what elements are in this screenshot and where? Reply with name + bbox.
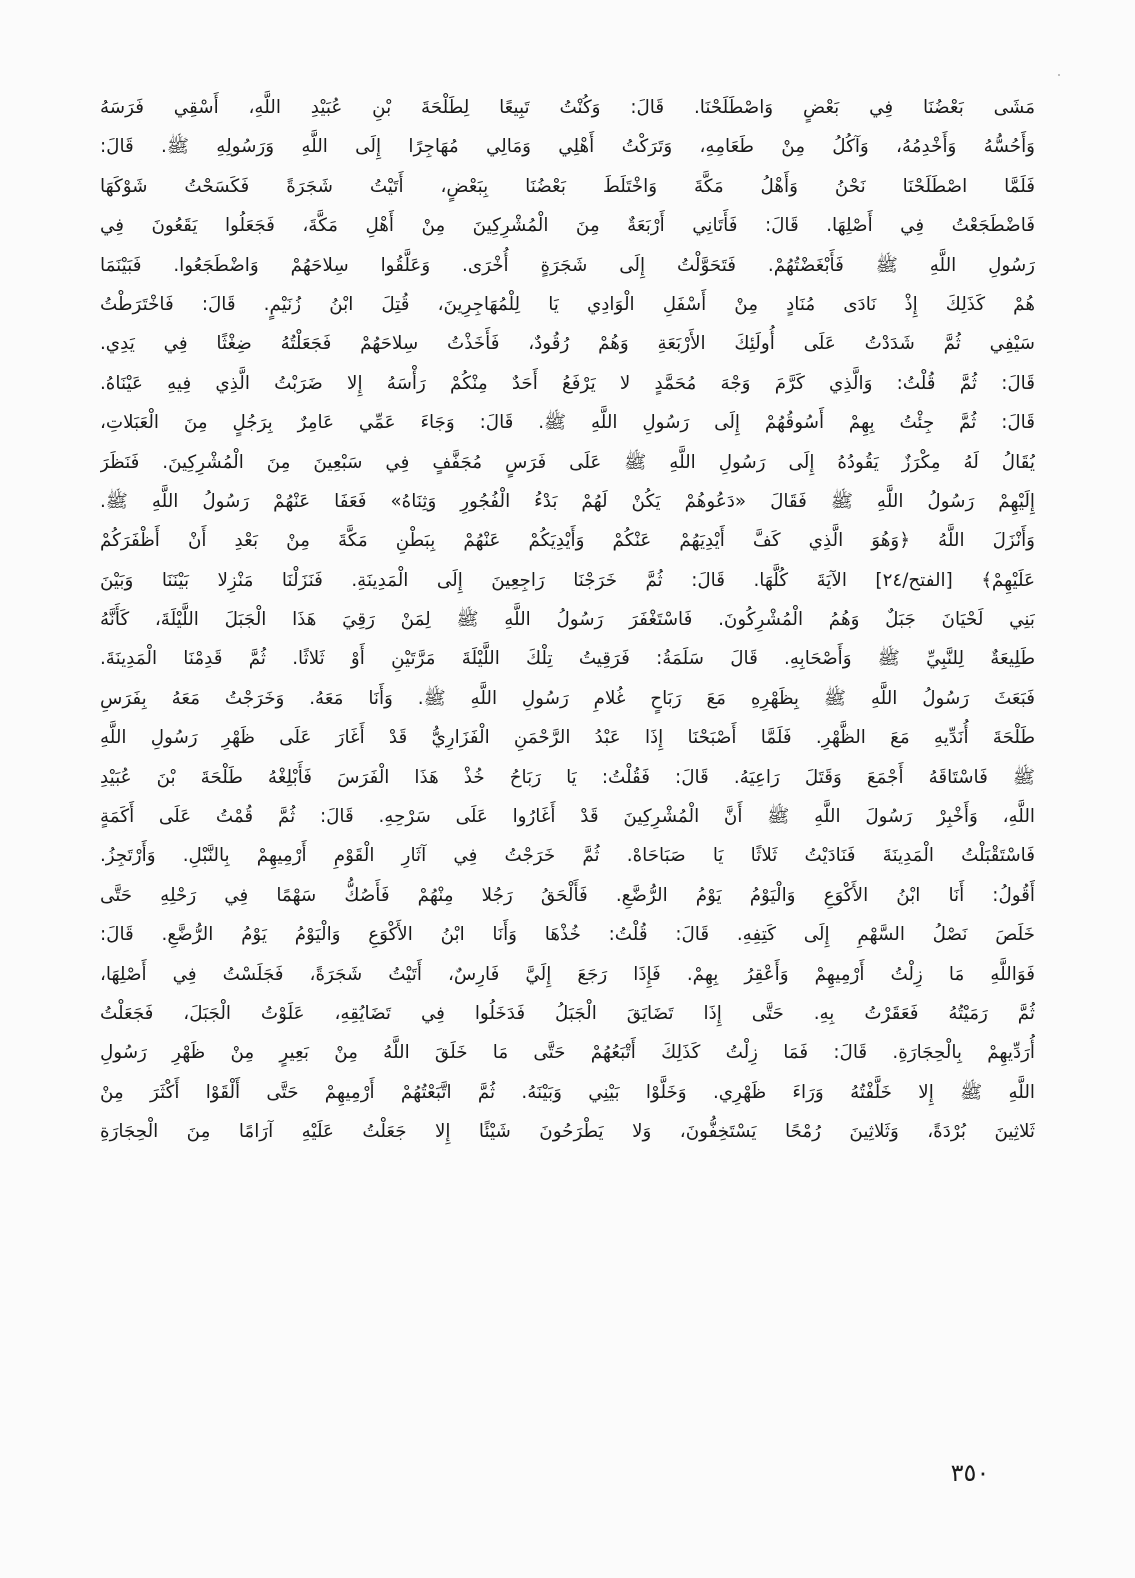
body-text [100, 88, 1035, 1152]
text-line: إِلَيْهِمْ رَسُولُ اللَّهِ ﷺ فَقَالَ «دَعُوهُمْ يَكُنْ لَهُمْ بَدْءُ الْفُجُورِ وَثِنَاهُ» فَعَفَا عَنْهُمْ رَسُولُ اللَّهِ ﷺ. [100, 490, 1035, 512]
text-line: اللَّهِ ﷺ إِلا خَلَّفْتُهُ وَرَاءَ ظَهْرِي. وَخَلَّوْا بَيْنِي وَبَيْنَهُ. ثُمَّ اتَّبَعْتُهُمْ أَرْمِيهِمْ حَتَّى أَلْقَوْا أَكْثَرَ مِنْ [100, 1081, 1035, 1103]
page-number: ٣٥٠ [950, 1459, 990, 1487]
text-line: وَأَحُسُّهُ وَأَخْدِمُهُ، وَآكُلُ مِنْ طَعَامِهِ، وَتَرَكْتُ أَهْلِي وَمَالِي مُهَاجِرًا إِلَى اللَّهِ وَرَسُولِهِ ﷺ. قَالَ: [100, 136, 1035, 158]
text-line: فَوَاللَّهِ مَا زِلْتُ أَرْمِيهِمْ وَأَعْقِرُ بِهِمْ. فَإِذَا رَجَعَ إِلَيَّ فَارِسٌ، أَتَيْتُ شَجَرَةً، فَجَلَسْتُ فِي أَصْلِهَا، [100, 963, 1035, 985]
text-line: سَيْفِي ثُمَّ شَدَدْتُ عَلَى أُولَئِكَ الأَرْبَعَةِ وَهُمْ رُقُودٌ، فَأَخَذْتُ سِلاحَهُمْ فَجَعَلْتُهُ ضِغْثًا فِي يَدِي. [100, 333, 1035, 355]
text-line: طَلِيعَةٌ لِلنَّبِيِّ ﷺ وَأَصْحَابِهِ. قَالَ سَلَمَةُ: فَرَقِيتُ تِلْكَ اللَّيْلَةَ مَرَّتَيْنِ أَوْ ثَلاثًا. ثُمَّ قَدِمْنَا الْمَدِينَةَ. [100, 648, 1035, 670]
text-line: ثَلاثِينَ بُرْدَةً، وَثَلاثِينَ رُمْحًا يَسْتَخِفُّونَ، وَلا يَطْرَحُونَ شَيْئًا إِلا جَعَلْتُ عَلَيْهِ آرَامًا مِنَ الْحِجَارَةِ [100, 1121, 1035, 1143]
scan-speck [1058, 74, 1060, 76]
text-line: فَاضْطَجَعْتُ فِي أَصْلِهَا. قَالَ: فَأَتَانِي أَرْبَعَةٌ مِنَ الْمُشْرِكِينَ مِنْ أَهْلِ مَكَّةَ، فَجَعَلُوا يَقَعُونَ فِي [100, 215, 1035, 237]
text-line: بَنِي لَحْيَانَ جَبَلٌ وَهُمُ الْمُشْرِكُونَ. فَاسْتَغْفَرَ رَسُولُ اللَّهِ ﷺ لِمَنْ رَقِيَ هَذَا الْجَبَلَ اللَّيْلَةَ، كَأَنَّهُ [100, 609, 1035, 631]
text-line: فَبَعَثَ رَسُولُ اللَّهِ ﷺ بِظَهْرِهِ مَعَ رَبَاحٍ غُلامِ رَسُولِ اللَّهِ ﷺ. وَأَنَا مَعَهُ. وَخَرَجْتُ مَعَهُ بِفَرَسِ [100, 687, 1035, 709]
text-line: اللَّهِ، وَأَخْبِرْ رَسُولَ اللَّهِ ﷺ أَنَّ الْمُشْرِكِينَ قَدْ أَغَارُوا عَلَى سَرْحِهِ. قَالَ: ثُمَّ قُمْتُ عَلَى أَكَمَةٍ [100, 806, 1035, 828]
text-line: أَقُولُ: أَنَا ابْنُ الأَكْوَعِ وَالْيَوْمُ يَوْمُ الرُّضَّعِ. فَأَلْحَقُ رَجُلا مِنْهُمْ فَأَصُكُّ سَهْمًا فِي رَحْلِهِ حَتَّى [100, 884, 1035, 906]
text-line: يُقَالُ لَهُ مِكْرَزٌ يَقُودُهُ إِلَى رَسُولِ اللَّهِ ﷺ عَلَى فَرَسٍ مُجَفَّفٍ فِي سَبْعِينَ مِنَ الْمُشْرِكِينَ. فَنَظَرَ [100, 451, 1035, 473]
text-line: قَالَ: ثُمَّ قُلْتُ: وَالَّذِي كَرَّمَ وَجْهَ مُحَمَّدٍ لا يَرْفَعُ أَحَدٌ مِنْكُمْ رَأْسَهُ إِلا ضَرَبْتُ الَّذِي فِيهِ عَيْنَاهُ. [100, 372, 1035, 394]
text-line: أُرَدِّيهِمْ بِالْحِجَارَةِ. قَالَ: فَمَا زِلْتُ كَذَلِكَ أَتْبَعُهُمْ حَتَّى مَا خَلَقَ اللَّهُ مِنْ بَعِيرٍ مِنْ ظَهْرِ رَسُولِ [100, 1042, 1035, 1064]
text-line: عَلَيْهِمْ﴾ [الفتح/٢٤] الآيَةَ كُلَّهَا. قَالَ: ثُمَّ خَرَجْنَا رَاجِعِينَ إِلَى الْمَدِينَةِ. فَنَزَلْنَا مَنْزِلا بَيْنَنَا وَبَيْنَ [100, 569, 1035, 591]
text-line: قَالَ: ثُمَّ جِئْتُ بِهِمْ أَسُوقُهُمْ إِلَى رَسُولِ اللَّهِ ﷺ. قَالَ: وَجَاءَ عَمِّي عَامِرٌ بِرَجُلٍ مِنَ الْعَبَلاتِ، [100, 412, 1035, 434]
text-line: مَشَى بَعْضُنَا فِي بَعْضٍ وَاصْطَلَحْنَا. قَالَ: وَكُنْتُ تَبِيعًا لِطَلْحَةَ بْنِ عُبَيْدِ اللَّهِ، أَسْقِي فَرَسَهُ [100, 97, 1035, 118]
text-line: فَلَمَّا اصْطَلَحْنَا نَحْنُ وَأَهْلُ مَكَّةَ وَاخْتَلَطَ بَعْضُنَا بِبَعْضٍ، أَتَيْتُ شَجَرَةً فَكَسَحْتُ شَوْكَهَا [100, 175, 1035, 197]
text-line: هُمْ كَذَلِكَ إِذْ نَادَى مُنَادٍ مِنْ أَسْفَلِ الْوَادِي يَا لِلْمُهَاجِرِينَ، قُتِلَ ابْنُ زُنَيْمٍ. قَالَ: فَاخْتَرَطْتُ [100, 293, 1035, 315]
text-line: طَلْحَةَ أُنَدِّيهِ مَعَ الظَّهْرِ. فَلَمَّا أَصْبَحْنَا إِذَا عَبْدُ الرَّحْمَنِ الْفَزَارِيُّ قَدْ أَغَارَ عَلَى ظَهْرِ رَسُولِ اللَّهِ [100, 727, 1035, 749]
text-line: وَأَنْزَلَ اللَّهُ ﴿وَهُوَ الَّذِي كَفَّ أَيْدِيَهُمْ عَنْكُمْ وَأَيْدِيَكُمْ عَنْهُمْ بِبَطْنِ مَكَّةَ مِنْ بَعْدِ أَنْ أَظْفَرَكُمْ [100, 530, 1035, 552]
text-line: ﷺ فَاسْتَاقَهُ أَجْمَعَ وَقَتَلَ رَاعِيَهُ. قَالَ: فَقُلْتُ: يَا رَبَاحُ خُذْ هَذَا الْفَرَسَ فَأَبْلِغْهُ طَلْحَةَ بْنَ عُبَيْدِ [100, 766, 1035, 788]
text-line: فَاسْتَقْبَلْتُ الْمَدِينَةَ فَنَادَيْتُ ثَلاثًا يَا صَبَاحَاهْ. ثُمَّ خَرَجْتُ فِي آثَارِ الْقَوْمِ أَرْمِيهِمْ بِالنَّبْلِ. وَأَرْتَجِزُ. [100, 845, 1035, 867]
text-line: رَسُولِ اللَّهِ ﷺ فَأَبْغَضْتُهُمْ. فَتَحَوَّلْتُ إِلَى شَجَرَةٍ أُخْرَى. وَعَلَّقُوا سِلاحَهُمْ وَاضْطَجَعُوا. فَبَيْنَمَا [100, 254, 1035, 276]
text-line: ثُمَّ رَمَيْتُهُ فَعَقَرْتُ بِهِ. حَتَّى إِذَا تَضَايَقَ الْجَبَلُ فَدَخَلُوا فِي تَضَايُقِهِ، عَلَوْتُ الْجَبَلَ، فَجَعَلْتُ [100, 1002, 1035, 1024]
text-line: خَلَصَ نَصْلُ السَّهْمِ إِلَى كَتِفِهِ. قَالَ: قُلْتُ: خُذْهَا وَأَنَا ابْنُ الأَكْوَعِ وَالْيَوْمُ يَوْمُ الرُّضَّعِ. قَالَ: [100, 924, 1035, 946]
